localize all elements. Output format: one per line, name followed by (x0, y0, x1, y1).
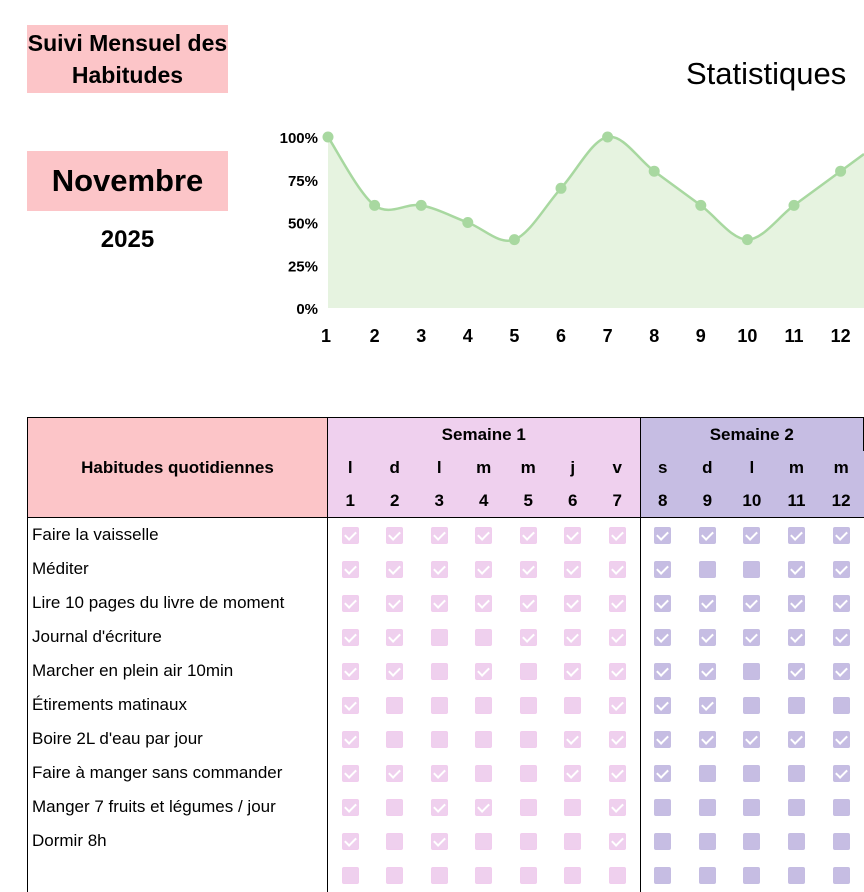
x-tick-label: 12 (830, 326, 851, 346)
habit-checkbox[interactable] (431, 663, 448, 680)
habit-checkbox[interactable] (654, 663, 671, 680)
y-tick-label: 50% (287, 215, 318, 233)
day-letter: m (774, 451, 819, 484)
day-letter: l (417, 451, 462, 484)
habit-checkbox[interactable] (431, 527, 448, 544)
habit-checkbox[interactable] (475, 595, 492, 612)
chart-point (462, 217, 473, 228)
y-tick-label: 75% (287, 172, 318, 190)
habit-checkbox[interactable] (699, 731, 716, 748)
day-letter: m (461, 451, 506, 484)
chart-point (835, 166, 846, 177)
habit-checkbox[interactable] (520, 629, 537, 646)
habit-checkbox[interactable] (475, 867, 492, 884)
habit-checkbox[interactable] (475, 731, 492, 748)
page-title: Suivi Mensuel des Habitudes (27, 25, 228, 93)
habit-row (28, 654, 864, 688)
habit-checkbox[interactable] (431, 765, 448, 782)
chart-point (695, 200, 706, 211)
x-tick-label: 6 (555, 326, 567, 346)
day-letter: d (685, 451, 730, 484)
habit-name: Étirements matinaux (28, 688, 328, 722)
habit-name: Marcher en plein air 10min (28, 654, 328, 688)
x-tick-label: 5 (509, 326, 520, 346)
x-tick-label: 3 (416, 326, 427, 346)
habit-checkbox[interactable] (431, 629, 448, 646)
habit-checkbox[interactable] (431, 833, 448, 850)
habit-checkbox[interactable] (788, 731, 805, 748)
habit-checkbox[interactable] (564, 629, 581, 646)
habit-checkbox[interactable] (520, 799, 537, 816)
habit-checkbox[interactable] (609, 697, 626, 714)
habit-checkbox[interactable] (788, 697, 805, 714)
habit-checkbox[interactable] (342, 629, 359, 646)
day-number: 10 (730, 484, 775, 518)
day-letter: j (551, 451, 596, 484)
habit-row (28, 518, 864, 552)
habit-checkbox[interactable] (564, 765, 581, 782)
habit-row (28, 552, 864, 586)
habit-checkbox[interactable] (788, 833, 805, 850)
habit-checkbox[interactable] (743, 867, 760, 884)
habit-checkbox[interactable] (699, 833, 716, 850)
habit-checkbox[interactable] (833, 629, 850, 646)
y-tick-label: 25% (287, 258, 318, 276)
habit-checkbox[interactable] (833, 527, 850, 544)
habit-checkbox[interactable] (654, 799, 671, 816)
habit-name: Dormir 8h (28, 824, 328, 858)
month-label: Novembre (27, 151, 228, 211)
habit-checkbox[interactable] (699, 629, 716, 646)
x-tick-label: 11 (784, 326, 804, 346)
habit-checkbox[interactable] (788, 663, 805, 680)
habit-checkbox[interactable] (342, 731, 359, 748)
habit-checkbox[interactable] (654, 697, 671, 714)
habit-checkbox[interactable] (520, 765, 537, 782)
chart-point (416, 200, 427, 211)
habit-checkbox[interactable] (342, 765, 359, 782)
habit-checkbox[interactable] (431, 731, 448, 748)
habit-checkbox[interactable] (475, 697, 492, 714)
habit-checkbox[interactable] (609, 765, 626, 782)
habit-name (28, 858, 328, 892)
habit-checkbox[interactable] (699, 595, 716, 612)
habit-checkbox[interactable] (654, 527, 671, 544)
day-letter: m (819, 451, 864, 484)
day-number: 8 (640, 484, 685, 518)
habit-checkbox[interactable] (475, 629, 492, 646)
habit-checkbox[interactable] (699, 697, 716, 714)
day-number: 7 (595, 484, 640, 518)
habit-checkbox[interactable] (475, 799, 492, 816)
habit-checkbox[interactable] (788, 629, 805, 646)
habits-header: Habitudes quotidiennes (28, 418, 328, 518)
habit-checkbox[interactable] (564, 561, 581, 578)
habit-checkbox[interactable] (520, 595, 537, 612)
habit-checkbox[interactable] (699, 867, 716, 884)
chart-point (323, 132, 334, 143)
habit-checkbox[interactable] (654, 629, 671, 646)
habit-checkbox[interactable] (520, 867, 537, 884)
habit-row (28, 790, 864, 824)
chart-point (602, 132, 613, 143)
habit-checkbox[interactable] (564, 527, 581, 544)
habit-checkbox[interactable] (564, 731, 581, 748)
habit-checkbox[interactable] (699, 561, 716, 578)
day-number: 12 (819, 484, 864, 518)
habit-checkbox[interactable] (475, 663, 492, 680)
habit-checkbox[interactable] (520, 833, 537, 850)
habit-checkbox[interactable] (431, 799, 448, 816)
habit-checkbox[interactable] (431, 697, 448, 714)
day-letter: l (730, 451, 775, 484)
habit-row (28, 620, 864, 654)
stats-chart (0, 0, 864, 360)
habit-name: Manger 7 fruits et légumes / jour (28, 790, 328, 824)
x-tick-label: 4 (462, 326, 473, 346)
habit-checkbox[interactable] (743, 595, 760, 612)
habit-name: Faire la vaisselle (28, 518, 328, 552)
habit-checkbox[interactable] (342, 663, 359, 680)
chart-point (789, 200, 800, 211)
x-tick-label: 10 (737, 326, 758, 346)
habit-name: Lire 10 pages du livre de moment (28, 586, 328, 620)
habit-checkbox[interactable] (788, 595, 805, 612)
habit-checkbox[interactable] (833, 663, 850, 680)
habit-checkbox[interactable] (788, 867, 805, 884)
habit-name: Méditer (28, 552, 328, 586)
habit-checkbox[interactable] (520, 731, 537, 748)
day-number: 2 (372, 484, 417, 518)
habit-checkbox[interactable] (520, 527, 537, 544)
habit-checkbox[interactable] (520, 663, 537, 680)
habit-checkbox[interactable] (564, 799, 581, 816)
habit-checkbox[interactable] (833, 867, 850, 884)
habit-row (28, 824, 864, 858)
habit-checkbox[interactable] (520, 561, 537, 578)
habit-checkbox[interactable] (386, 697, 403, 714)
habit-checkbox[interactable] (743, 833, 760, 850)
habit-row (28, 722, 864, 756)
x-tick-label: 9 (695, 326, 706, 346)
habit-checkbox[interactable] (609, 527, 626, 544)
day-number: 6 (551, 484, 596, 518)
habit-checkbox[interactable] (743, 697, 760, 714)
habit-checkbox[interactable] (833, 595, 850, 612)
x-tick-label: 2 (369, 326, 380, 346)
habit-checkbox[interactable] (386, 527, 403, 544)
habit-checkbox[interactable] (743, 663, 760, 680)
habit-checkbox[interactable] (788, 765, 805, 782)
habit-checkbox[interactable] (743, 561, 760, 578)
day-letter: m (506, 451, 551, 484)
habit-checkbox[interactable] (833, 731, 850, 748)
x-tick-label: 1 (320, 326, 332, 346)
habit-checkbox[interactable] (654, 595, 671, 612)
habit-checkbox[interactable] (743, 765, 760, 782)
habit-checkbox[interactable] (431, 867, 448, 884)
habit-checkbox[interactable] (788, 799, 805, 816)
habit-checkbox[interactable] (342, 527, 359, 544)
day-number: 11 (774, 484, 819, 518)
habit-checkbox[interactable] (475, 561, 492, 578)
habit-checkbox[interactable] (609, 731, 626, 748)
habit-checkbox[interactable] (699, 663, 716, 680)
habit-checkbox[interactable] (431, 595, 448, 612)
stats-title: Statistiques (686, 56, 847, 91)
habit-checkbox[interactable] (431, 561, 448, 578)
habit-row (28, 858, 864, 892)
habit-checkbox[interactable] (342, 833, 359, 850)
habit-name: Faire à manger sans commander (28, 756, 328, 790)
habit-checkbox[interactable] (654, 561, 671, 578)
habit-checkbox[interactable] (743, 799, 760, 816)
habit-table (27, 417, 864, 892)
habit-checkbox[interactable] (609, 629, 626, 646)
habit-checkbox[interactable] (833, 697, 850, 714)
chart-point (509, 234, 520, 245)
habit-checkbox[interactable] (609, 595, 626, 612)
habit-checkbox[interactable] (564, 867, 581, 884)
x-tick-label: 8 (649, 326, 660, 346)
habit-checkbox[interactable] (609, 833, 626, 850)
day-number: 9 (685, 484, 730, 518)
week-header: Semaine 1 (327, 418, 640, 452)
habit-checkbox[interactable] (743, 527, 760, 544)
day-number: 4 (461, 484, 506, 518)
habit-checkbox[interactable] (564, 833, 581, 850)
habit-checkbox[interactable] (699, 527, 716, 544)
day-letter: l (327, 451, 372, 484)
habit-checkbox[interactable] (475, 765, 492, 782)
habit-checkbox[interactable] (699, 799, 716, 816)
habit-checkbox[interactable] (342, 561, 359, 578)
habit-checkbox[interactable] (609, 561, 626, 578)
habit-row (28, 688, 864, 722)
habit-checkbox[interactable] (475, 527, 492, 544)
chart-point (556, 183, 567, 194)
habit-checkbox[interactable] (699, 765, 716, 782)
habit-checkbox[interactable] (386, 561, 403, 578)
y-tick-label: 0% (296, 301, 318, 318)
habit-checkbox[interactable] (342, 697, 359, 714)
habit-name: Boire 2L d'eau par jour (28, 722, 328, 756)
chart-point (649, 166, 660, 177)
habit-checkbox[interactable] (564, 663, 581, 680)
chart-point (369, 200, 380, 211)
day-number: 3 (417, 484, 462, 518)
habit-checkbox[interactable] (833, 833, 850, 850)
day-number: 1 (327, 484, 372, 518)
habit-checkbox[interactable] (386, 833, 403, 850)
habit-checkbox[interactable] (609, 799, 626, 816)
habit-checkbox[interactable] (654, 867, 671, 884)
habit-checkbox[interactable] (609, 663, 626, 680)
habit-checkbox[interactable] (386, 867, 403, 884)
habit-checkbox[interactable] (386, 799, 403, 816)
habit-name: Journal d'écriture (28, 620, 328, 654)
week-header: Semaine 2 (640, 418, 863, 452)
habit-checkbox[interactable] (342, 595, 359, 612)
day-number: 5 (506, 484, 551, 518)
habit-checkbox[interactable] (564, 697, 581, 714)
habit-checkbox[interactable] (386, 595, 403, 612)
habit-checkbox[interactable] (833, 799, 850, 816)
habit-checkbox[interactable] (833, 561, 850, 578)
habit-checkbox[interactable] (654, 731, 671, 748)
habit-checkbox[interactable] (520, 697, 537, 714)
habit-checkbox[interactable] (788, 561, 805, 578)
habit-checkbox[interactable] (788, 527, 805, 544)
x-tick-label: 7 (602, 326, 613, 346)
day-letter: s (640, 451, 685, 484)
habit-checkbox[interactable] (386, 765, 403, 782)
day-letter: v (595, 451, 640, 484)
habit-checkbox[interactable] (743, 731, 760, 748)
y-tick-label: 100% (279, 130, 318, 147)
chart-area (328, 137, 864, 308)
habit-checkbox[interactable] (342, 867, 359, 884)
habit-checkbox[interactable] (833, 765, 850, 782)
day-letter: d (372, 451, 417, 484)
habit-checkbox[interactable] (342, 799, 359, 816)
habit-checkbox[interactable] (386, 629, 403, 646)
habit-checkbox[interactable] (564, 595, 581, 612)
habit-checkbox[interactable] (386, 731, 403, 748)
habit-row (28, 756, 864, 790)
habit-checkbox[interactable] (743, 629, 760, 646)
habit-checkbox[interactable] (386, 663, 403, 680)
habit-row (28, 586, 864, 620)
chart-point (742, 234, 753, 245)
habit-checkbox[interactable] (654, 833, 671, 850)
habit-checkbox[interactable] (475, 833, 492, 850)
habit-checkbox[interactable] (654, 765, 671, 782)
year-label: 2025 (100, 226, 155, 253)
habit-checkbox[interactable] (609, 867, 626, 884)
